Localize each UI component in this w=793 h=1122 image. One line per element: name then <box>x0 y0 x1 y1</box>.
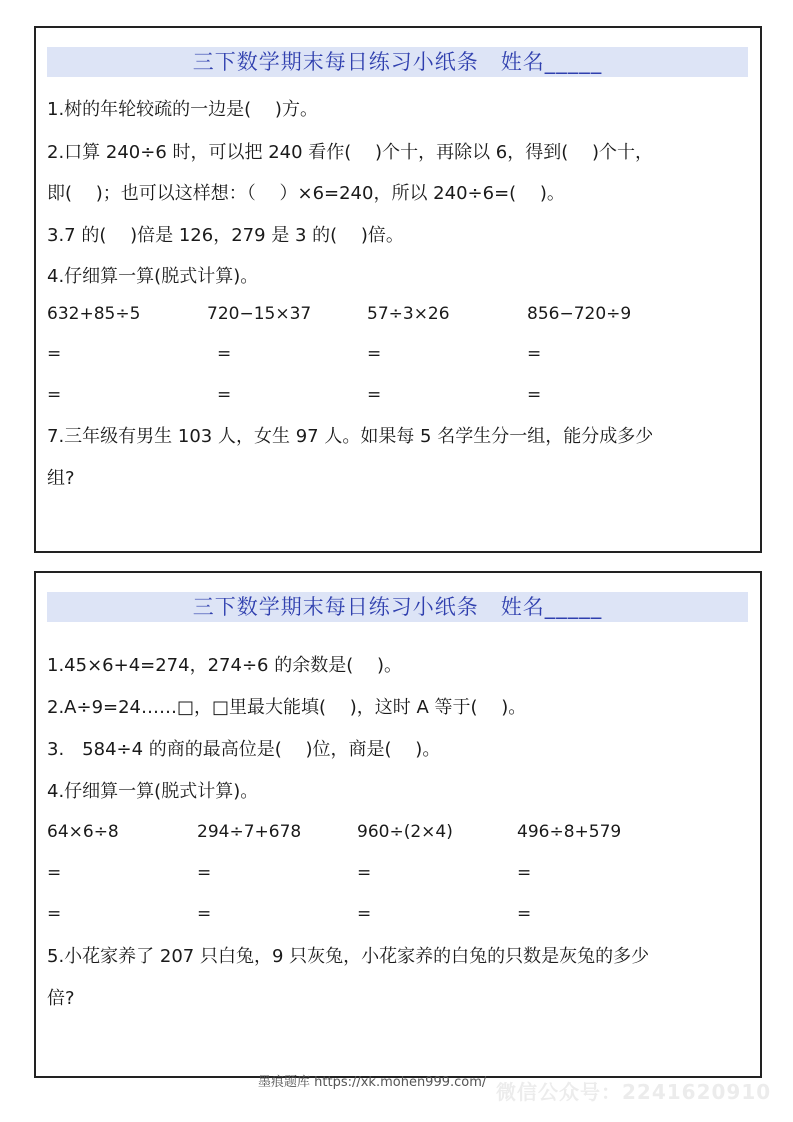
equals-sign: = <box>197 904 212 924</box>
worksheet-card-2 <box>34 571 762 1078</box>
equals-sign: = <box>527 344 542 364</box>
watermark-text: 微信公众号：2241620910 <box>496 1080 772 1104</box>
question-7-line-1: 7.三年级有男生 103 人，女生 97 人。如果每 5 名学生分一组，能分成多少 <box>47 426 654 447</box>
calc-expression-3: 57÷3×26 <box>367 304 450 324</box>
equals-sign: = <box>517 863 532 883</box>
question-7-line-2: 组? <box>47 468 75 489</box>
equals-sign: = <box>47 863 62 883</box>
calc-expression-4: 856−720÷9 <box>527 304 632 324</box>
question-1: 1.45×6+4=274，274÷6 的余数是( )。 <box>47 655 402 676</box>
question-5-line-1: 5.小花家养了 207 只白兔，9 只灰兔，小花家养的白兔的只数是灰兔的多少 <box>47 946 650 967</box>
equals-sign: = <box>47 344 62 364</box>
equals-sign: = <box>217 344 232 364</box>
question-1: 1.树的年轮较疏的一边是( )方。 <box>47 99 318 120</box>
equals-sign: = <box>517 904 532 924</box>
equals-sign: = <box>367 344 382 364</box>
calc-expression-4: 496÷8+579 <box>517 822 622 842</box>
equals-sign: = <box>197 863 212 883</box>
card-title: 三下数学期末每日练习小纸条 姓名_____ <box>47 592 748 622</box>
question-5-line-2: 倍? <box>47 988 75 1009</box>
equals-sign: = <box>357 863 372 883</box>
card-title: 三下数学期末每日练习小纸条 姓名_____ <box>47 47 748 77</box>
equals-sign: = <box>357 904 372 924</box>
equals-sign: = <box>527 385 542 405</box>
question-2-line-1: 2.口算 240÷6 时，可以把 240 看作( )个十，再除以 6，得到( )个十， <box>47 142 654 163</box>
equals-sign: = <box>367 385 382 405</box>
calc-expression-1: 632+85÷5 <box>47 304 141 324</box>
calc-expression-2: 294÷7+678 <box>197 822 302 842</box>
equals-sign: = <box>217 385 232 405</box>
equals-sign: = <box>47 385 62 405</box>
question-4: 4.仔细算一算(脱式计算)。 <box>47 781 259 802</box>
question-2-line-2: 即( )；也可以这样想：（ ）×6=240，所以 240÷6=( )。 <box>47 183 565 204</box>
calc-expression-2: 720−15×37 <box>207 304 312 324</box>
footer-source: 墨痕题库 https://xk.mohen999.com/ <box>258 1075 487 1090</box>
question-4: 4.仔细算一算(脱式计算)。 <box>47 266 259 287</box>
question-3: 3. 584÷4 的商的最高位是( )位，商是( )。 <box>47 739 441 760</box>
worksheet-card-1 <box>34 26 762 553</box>
question-3: 3.7 的( )倍是 126，279 是 3 的( )倍。 <box>47 225 404 246</box>
calc-expression-1: 64×6÷8 <box>47 822 119 842</box>
equals-sign: = <box>47 904 62 924</box>
calc-expression-3: 960÷(2×4) <box>357 822 453 842</box>
question-2: 2.A÷9=24……□，□里最大能填( )，这时 A 等于( )。 <box>47 697 527 718</box>
